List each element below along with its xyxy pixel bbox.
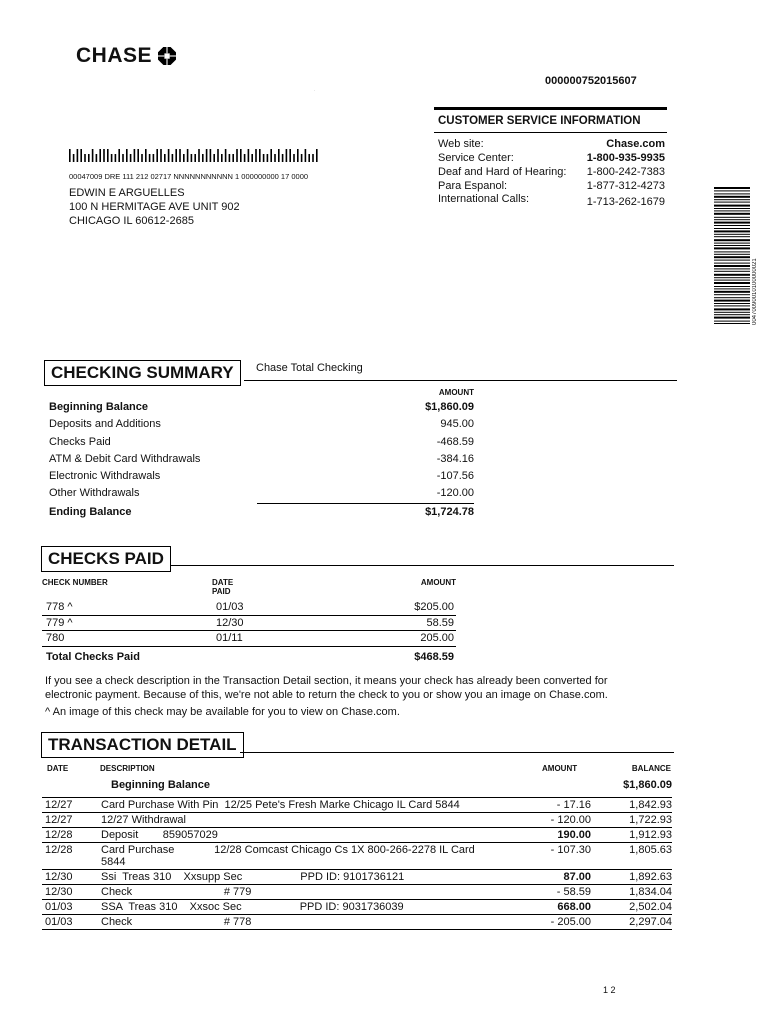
summary-row: Checks Paid -468.59 [49, 435, 474, 448]
postal-bar [77, 149, 79, 162]
tick-mark: · [314, 88, 316, 93]
csi-row: Para Espanol: 1-877-312-4273 [438, 180, 665, 192]
transaction-balance: 1,805.63 [629, 844, 672, 856]
checks-paid-header: CHECK NUMBER DATE PAID AMOUNT [42, 578, 456, 596]
account-number: 000000752015607 [545, 75, 637, 87]
website-link[interactable]: Chase.com [606, 138, 665, 150]
postal-bar [160, 149, 162, 162]
vertical-bar [714, 303, 750, 304]
postal-bar [134, 149, 136, 162]
postal-bar [221, 154, 223, 162]
vertical-bar [714, 187, 750, 189]
postal-bar [305, 149, 307, 162]
vertical-bar [714, 230, 750, 232]
transaction-table [42, 778, 672, 930]
divider [244, 380, 677, 381]
transaction-row [42, 828, 672, 843]
page-number: 1 2 [603, 985, 616, 995]
transaction-balance: 1,722.93 [629, 814, 672, 826]
transaction-amount: - 58.59 [556, 886, 591, 898]
checks-paid-title: CHECKS PAID [41, 546, 171, 572]
vertical-bar [714, 205, 750, 207]
postal-bar [289, 149, 291, 162]
vertical-bar [714, 314, 750, 315]
vertical-bar [714, 277, 750, 278]
vertical-bar [714, 225, 750, 226]
vertical-barcode [714, 187, 750, 325]
vertical-bar [714, 286, 750, 287]
postal-bar [293, 154, 295, 162]
checks-paid-table [42, 600, 456, 663]
transaction-description: Ssi Treas 310 Xxsupp Sec PPD ID: 9101736121 [101, 871, 405, 883]
vertical-bar [714, 217, 750, 218]
postal-bar [145, 149, 147, 162]
postal-bar [88, 154, 90, 162]
postal-bar [274, 154, 276, 162]
transaction-date: 12/30 [45, 886, 73, 898]
vertical-bar [714, 199, 750, 200]
postal-bar [217, 149, 219, 162]
postal-bar [267, 154, 269, 162]
vertical-bar [714, 219, 750, 220]
postal-bar [240, 149, 242, 162]
transaction-description: Deposit 859057029 [101, 829, 218, 841]
transaction-row [42, 798, 672, 813]
mailing-address [69, 170, 308, 228]
postal-bar [126, 149, 128, 162]
transaction-description: 12/27 Withdrawal [101, 814, 186, 826]
vertical-bar [714, 208, 750, 209]
customer-service-title: CUSTOMER SERVICE INFORMATION [434, 107, 667, 133]
postal-bar [153, 154, 155, 162]
transaction-row [42, 885, 672, 900]
vertical-bar [714, 280, 750, 281]
postal-bar [278, 149, 280, 162]
postal-bar [137, 149, 139, 162]
transaction-date: 12/27 [45, 814, 73, 826]
vertical-bar [714, 263, 750, 264]
postal-bar [149, 154, 151, 162]
vertical-bar [714, 300, 750, 302]
vertical-bar [714, 239, 750, 241]
account-type: Chase Total Checking [256, 362, 363, 374]
vertical-bar [714, 228, 750, 229]
checking-summary-table [49, 388, 474, 521]
transaction-row [42, 870, 672, 885]
postal-bar [172, 154, 174, 162]
vertical-bar [714, 323, 750, 324]
vertical-bar [714, 321, 750, 322]
transaction-date: 01/03 [45, 901, 73, 913]
street-address: 100 N HERMITAGE AVE UNIT 902 [69, 201, 240, 213]
divider [240, 752, 674, 753]
vertical-bar [714, 247, 750, 249]
postal-bar [232, 154, 234, 162]
transaction-balance: 1,912.93 [629, 829, 672, 841]
postal-bar [187, 149, 189, 162]
vertical-bar [714, 243, 750, 244]
postal-bar [229, 154, 231, 162]
transaction-amount: - 107.30 [550, 844, 591, 856]
vertical-bar [714, 234, 750, 235]
csi-row: International Calls: 1-713-262-1679 [438, 193, 665, 208]
brand-name: CHASE [76, 44, 153, 67]
postal-bar [301, 154, 303, 162]
transaction-balance: 1,842.93 [629, 799, 672, 811]
vertical-bar [714, 271, 750, 272]
postal-bar [175, 149, 177, 162]
postal-bar [92, 149, 94, 162]
postal-bar [179, 149, 181, 162]
transaction-row [42, 915, 672, 930]
checks-paid-note [45, 674, 685, 719]
postal-bar [115, 154, 117, 162]
postal-bar [202, 154, 204, 162]
summary-row: ATM & Debit Card Withdrawals -384.16 [49, 452, 474, 465]
postal-bar [73, 154, 75, 162]
vertical-bar [714, 297, 750, 298]
transaction-amount: - 205.00 [550, 916, 591, 928]
postal-bar [118, 149, 120, 162]
vertical-bar [714, 213, 750, 215]
vertical-bar [714, 236, 750, 237]
divider [170, 565, 674, 566]
check-row: 778 ^ 01/03 $205.00 [42, 600, 456, 616]
chase-octagon-icon [158, 47, 176, 65]
postal-bar [213, 154, 215, 162]
vertical-bar [714, 265, 750, 267]
csi-row: Service Center: 1-800-935-9935 [438, 152, 665, 164]
transaction-description: Card Purchase With Pin 12/25 Pete's Fresh Marke Chicago IL Card 5844 [101, 799, 460, 811]
ending-balance-rule [49, 503, 474, 521]
vertical-bar [714, 222, 750, 224]
vertical-bar [714, 282, 750, 284]
postal-bar [308, 154, 310, 162]
transaction-description: SSA Treas 310 Xxsoc Sec PPD ID: 9031736039 [101, 901, 404, 913]
city-state-zip: CHICAGO IL 60612-2685 [69, 215, 194, 227]
postal-bar [96, 154, 98, 162]
checking-summary-title: CHECKING SUMMARY [44, 360, 241, 386]
vertical-bar [714, 308, 750, 310]
csi-row: Web site: Chase.com [438, 138, 665, 150]
postal-bar [270, 149, 272, 162]
chase-logo [76, 44, 176, 68]
transaction-amount: 190.00 [557, 829, 591, 841]
postal-bar [84, 154, 86, 162]
postal-bar [183, 154, 185, 162]
transaction-detail-title: TRANSACTION DETAIL [41, 732, 244, 758]
postal-bar [191, 154, 193, 162]
summary-row: Beginning Balance $1,860.09 [49, 401, 474, 413]
vertical-bar [714, 268, 750, 269]
check-conversion-note: If you see a check description in the Transaction Detail section, it means your check has already been converted for electronic payment. Because of this, we're not able to return the check to you or show you an image on Chase.com. [45, 675, 608, 701]
transaction-date: 12/28 [45, 844, 73, 856]
checks-paid-total: Total Checks Paid $468.59 [46, 650, 454, 663]
postal-bar [164, 154, 166, 162]
postal-bar [130, 154, 132, 162]
transaction-row [42, 813, 672, 828]
postal-bar [259, 149, 261, 162]
transaction-description: Check # 778 [101, 916, 252, 928]
postal-bar [107, 149, 109, 162]
postal-bar [122, 154, 124, 162]
postal-bar [251, 154, 253, 162]
postal-bar [141, 154, 143, 162]
beginning-balance-row: Beginning Balance $1,860.09 [42, 778, 672, 798]
vertical-bar [714, 288, 750, 289]
postal-bar [312, 154, 314, 162]
transaction-balance: 2,297.04 [629, 916, 672, 928]
ending-balance-row: Ending Balance $1,724.78 [49, 505, 474, 518]
vertical-bar [714, 254, 750, 255]
vertical-bar [714, 196, 750, 198]
vertical-bar [714, 245, 750, 246]
postal-bar [198, 149, 200, 162]
vertical-bar [714, 256, 750, 258]
transaction-balance: 1,892.63 [629, 871, 672, 883]
vertical-bar [714, 274, 750, 276]
postal-bar [297, 149, 299, 162]
transaction-row [42, 843, 672, 870]
transaction-amount: - 17.16 [556, 799, 591, 811]
transaction-amount: 668.00 [557, 901, 591, 913]
transaction-date: 01/03 [45, 916, 73, 928]
vertical-bar [714, 305, 750, 306]
customer-service-box [434, 107, 667, 206]
postal-bar [194, 154, 196, 162]
vertical-bar [714, 210, 750, 211]
postal-bar [168, 149, 170, 162]
postal-bar [111, 154, 113, 162]
postal-bar [282, 154, 284, 162]
summary-row: Other Withdrawals -120.00 [49, 487, 474, 500]
check-image-note: ^ An image of this check may be available for you to view on Chase.com. [45, 706, 400, 718]
transaction-date: 12/28 [45, 829, 73, 841]
postal-bar [236, 149, 238, 162]
amount-header: AMOUNT [438, 388, 474, 397]
summary-row: Deposits and Additions 945.00 [49, 418, 474, 431]
transaction-description: Card Purchase 12/28 Comcast Chicago Cs 1X 800-266-2278 IL Card 5844 [101, 844, 478, 868]
transaction-amount: - 120.00 [550, 814, 591, 826]
postal-bar [263, 154, 265, 162]
postal-bar [103, 149, 105, 162]
address-code-line: 00047009 DRE 111 212 02717 NNNNNNNNNNN 1 000000000 17 0000 [69, 172, 309, 181]
csi-row: Deaf and Hard of Hearing: 1-800-242-7383 [438, 166, 665, 178]
check-row: 779 ^ 12/30 58.59 [42, 616, 456, 632]
postal-bar [69, 149, 71, 162]
postal-barcode [69, 149, 321, 163]
vertical-bar [714, 312, 750, 313]
postal-bar [225, 149, 227, 162]
vertical-bar [714, 190, 750, 191]
postal-bar [80, 149, 82, 162]
transaction-date: 12/30 [45, 871, 73, 883]
vertical-bar [714, 251, 750, 252]
vertical-bar [714, 291, 750, 293]
transaction-row [42, 900, 672, 915]
postal-bar [248, 149, 250, 162]
transaction-amount: 87.00 [563, 871, 591, 883]
transaction-balance: 1,834.04 [629, 886, 672, 898]
postal-bar [255, 149, 257, 162]
transaction-balance: 2,502.04 [629, 901, 672, 913]
vertical-barcode-text: 00470090010100000021 [752, 258, 758, 325]
postal-bar [206, 149, 208, 162]
vertical-bar [714, 317, 750, 319]
postal-bar [286, 149, 288, 162]
customer-name: EDWIN E ARGUELLES [69, 187, 185, 199]
check-row: 780 01/11 205.00 [42, 631, 456, 647]
postal-bar [316, 149, 318, 162]
postal-bar [99, 149, 101, 162]
vertical-bar [714, 193, 750, 194]
transaction-date: 12/27 [45, 799, 73, 811]
summary-row: Electronic Withdrawals -107.56 [49, 470, 474, 483]
vertical-bar [714, 294, 750, 295]
transaction-header: DATE DESCRIPTION AMOUNT BALANCE [47, 764, 671, 773]
postal-bar [156, 149, 158, 162]
postal-bar [210, 149, 212, 162]
vertical-bar [714, 202, 750, 203]
transaction-description: Check # 779 [101, 886, 252, 898]
vertical-bar [714, 260, 750, 261]
postal-bar [244, 154, 246, 162]
